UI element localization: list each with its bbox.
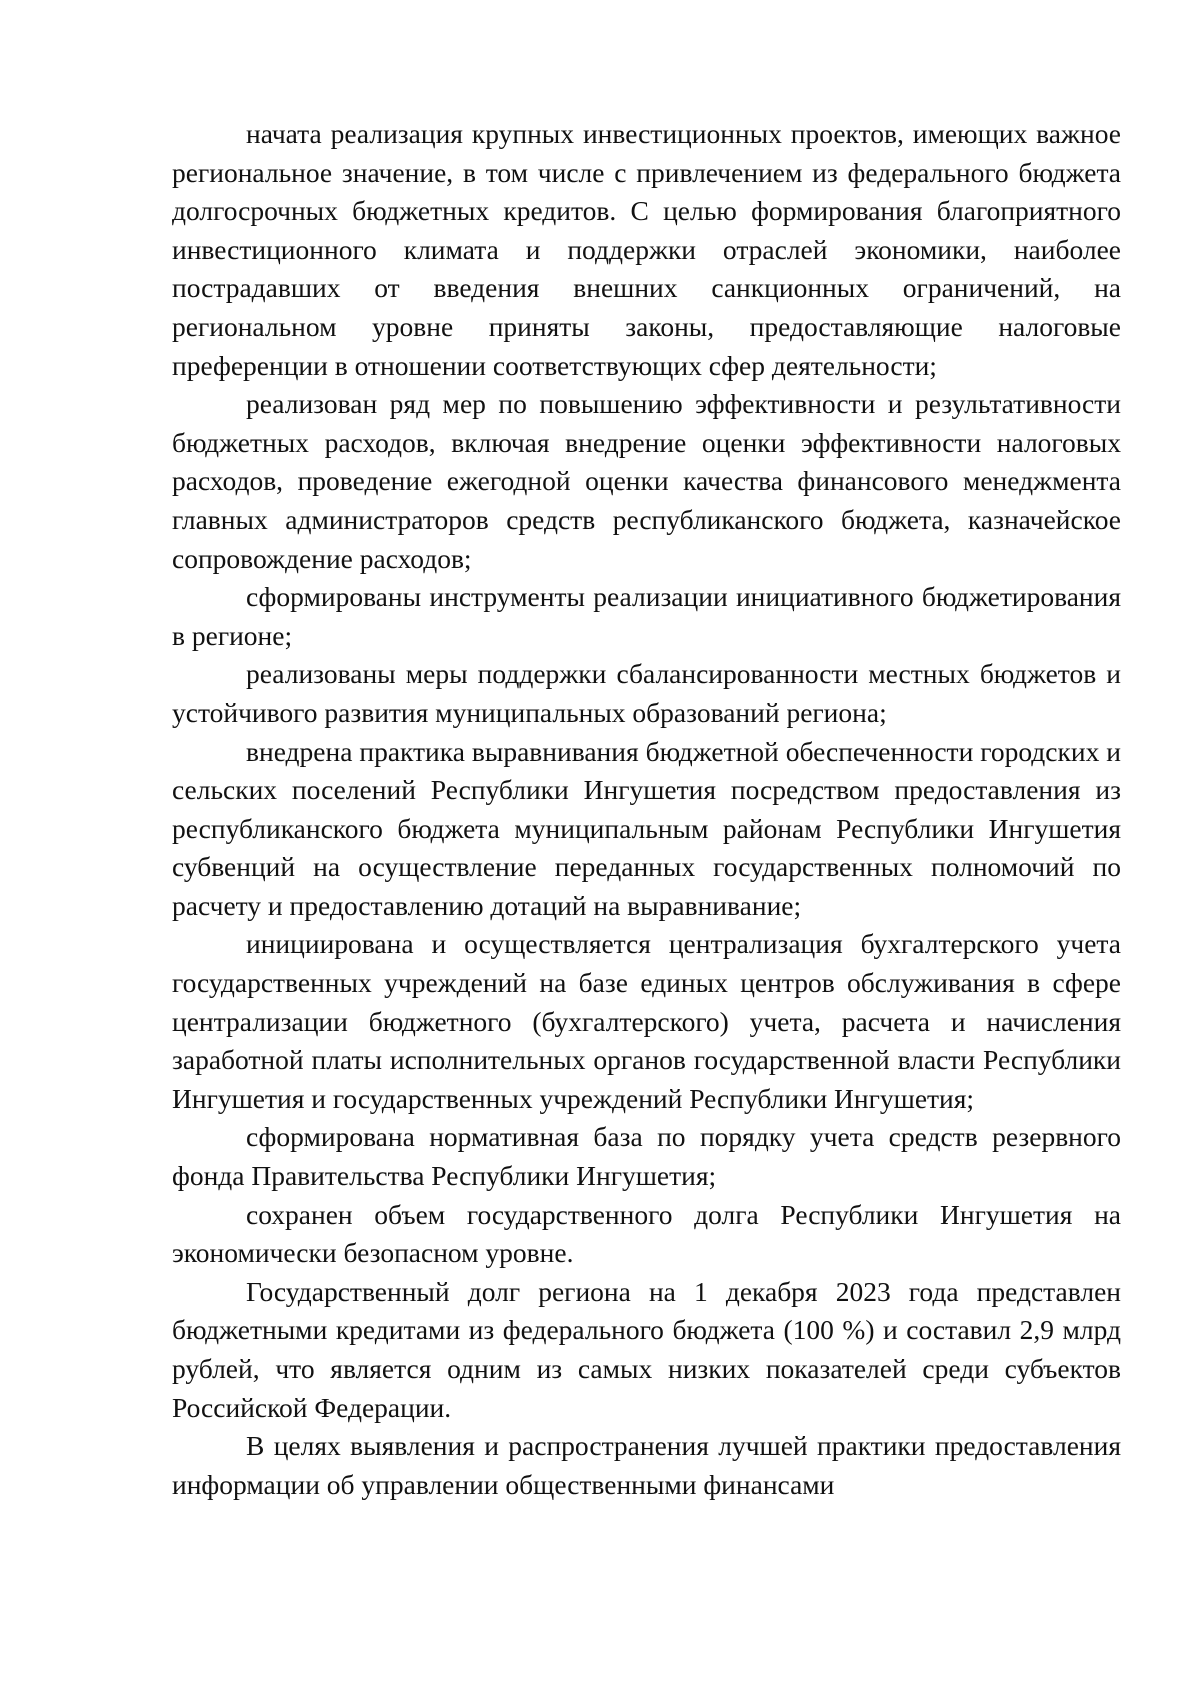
paragraph-reserve-fund: сформирована нормативная база по порядку учета средств резервного фонда Правительства Республики Ингушетия; (172, 1121, 1121, 1192)
paragraph-initiative-budgeting: сформированы инструменты реализации инициативного бюджетирования в регионе; (172, 581, 1121, 651)
paragraph-budget-efficiency: реализован ряд мер по повышению эффективности и результативности бюджетных расходов, включая внедрение оценки эффективности налоговых расходов, проведение ежегодной оценки качества финансового менеджмента главных администраторов средств республиканского бюджета, казначейское сопровождение расходов; (172, 388, 1121, 574)
paragraph-state-debt-amount: Государственный долг региона на 1 декабря 2023 года представлен бюджетными кредитами из федерального бюджета (100 %) и составил 2,9 млрд рублей, что является одним из самых низких показателей среди субъектов Российской Федерации. (172, 1275, 1121, 1423)
paragraph-state-debt-level: сохранен объем государственного долга Республики Ингушетия на экономически безопасном уровне. (172, 1198, 1121, 1269)
paragraph-investment-projects: начата реализация крупных инвестиционных проектов, имеющих важное региональное значение, в том числе с привлечением из федерального бюджета долгосрочных бюджетных кредитов. С целью формирования благоприятного инвестиционного климата и поддержки отраслей экономики, наиболее пострадавших от введения внешних санкционных ограничений, на региональном уровне приняты законы, предоставляющие налоговые преференции в отношении соответствующих сфер деятельности; (172, 118, 1121, 381)
document-body (172, 115, 1121, 1504)
paragraph-local-budgets: реализованы меры поддержки сбалансированности местных бюджетов и устойчивого развития муниципальных образований региона; (172, 658, 1121, 728)
paragraph-accounting-centralization: инициирована и осуществляется централизация бухгалтерского учета государственных учреждений на базе единых центров обслуживания в сфере централизации бюджетного (бухгалтерского) учета, расчета и начисления заработной платы исполнительных органов государственной власти Республики Ингушетия и государственных учреждений Республики Ингушетия; (172, 928, 1121, 1114)
paragraph-equalization-practice: внедрена практика выравнивания бюджетной обеспеченности городских и сельских поселений Республики Ингушетия посредством предоставления из республиканского бюджета муниципальным районам Республики Ингушетия субвенций на осуществление переданных государственных полномочий по расчету и предоставлению дотаций на выравнивание; (172, 735, 1121, 921)
paragraph-best-practice: В целях выявления и распространения лучшей практики предоставления информации об управлении общественными финансами (172, 1430, 1121, 1500)
